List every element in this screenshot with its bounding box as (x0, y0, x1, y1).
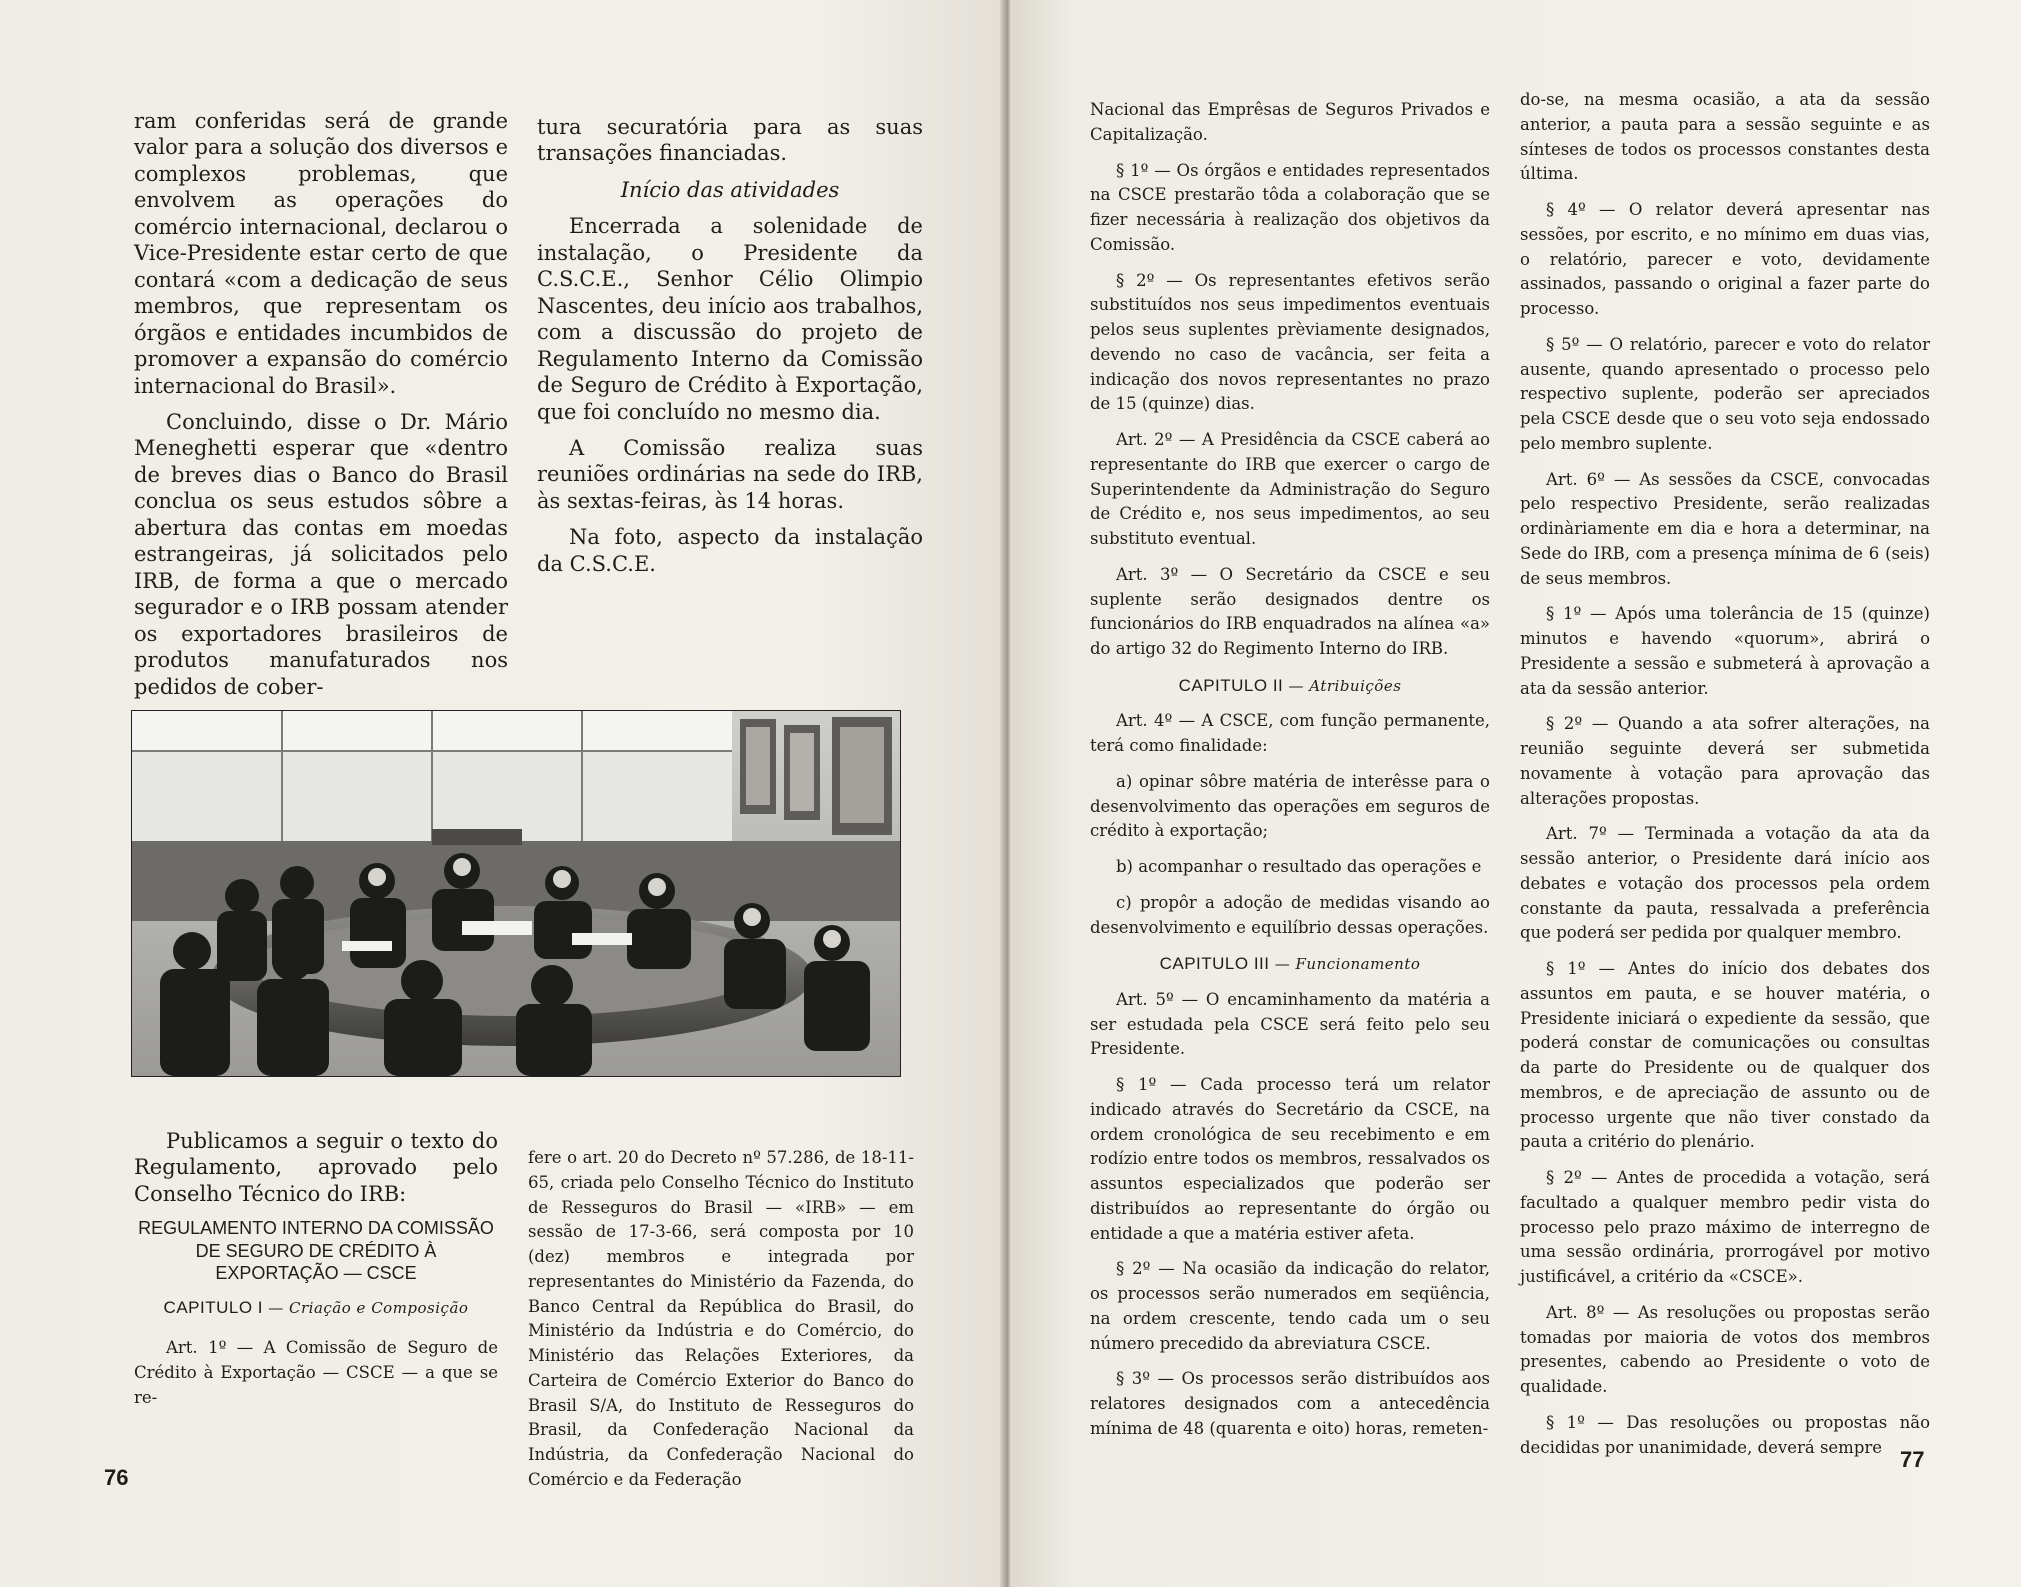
left-col2-bottom (528, 1146, 914, 1504)
paragraph: § 4º — O relator deverá apresentar nas sessões, por escrito, e no mínimo em duas vias, o relatório, parecer e voto, devidamente assinados, passando o original a fazer parte do processo. (1520, 200, 1930, 318)
paragraph: do-se, na mesma ocasião, a ata da sessão anterior, a pauta para a sessão seguinte e as sínteses de todos os processos constantes desta última. (1520, 90, 1930, 184)
chapter-heading (134, 1297, 498, 1318)
paragraph: Art. 3º — O Secretário da CSCE e seu suplente serão designados dentre os funcionários do IRB enquadrados na alínea «a» do artigo 32 do Regimento Interno do IRB. (1090, 564, 1490, 658)
paragraph: § 2º — Antes de procedida a votação, será facultado a qualquer membro pedir vista do processo pelo prazo máximo de interregno de uma sessão ordinária, prorrogável por motivo justificável, a critério da «CSCE». (1520, 1168, 1930, 1286)
paragraph: c) propôr a adoção de medidas visando ao desenvolvimento e equilíbrio dessas operações. (1090, 892, 1490, 937)
paragraph: § 2º — Quando a ata sofrer alterações, na reunião seguinte deverá ser submetida novamente à votação para aprovação das alterações propostas. (1520, 714, 1930, 808)
right-col1 (1090, 98, 1490, 1453)
paragraph: § 1º — Os órgãos e entidades representados na CSCE prestarão tôda a colaboração que se fizer necessária à realização dos objetivos da Comissão. (1090, 160, 1490, 254)
paragraph: fere o art. 20 do Decreto nº 57.286, de 18-11-65, criada pelo Conselho Técnico do Instituto de Resseguros do Brasil — «IRB» — em sessão de 17-3-66, será composta por 10 (dez) membros e integrada por representantes do Ministério da Fazenda, do Banco Central da República do Brasil, do Ministério da Indústria e do Comércio, do Ministério das Relações Exteriores, da Carteira de Comércio Exterior do Banco do Brasil S/A, do Instituto de Resseguros do Brasil, da Confederação Nacional da Indústria, da Confederação Nacional do Comércio e da Federação (528, 1148, 914, 1489)
paragraph: Nacional das Emprêsas de Seguros Privados e Capitalização. (1090, 100, 1490, 144)
left-col2-top (537, 114, 923, 587)
paragraph: Art. 6º — As sessões da CSCE, convocadas pelo respectivo Presidente, serão realizadas ordinàriamente em dia e hora a determinar, na Sede do IRB, com a presença mínima de 6 (seis) de seus membros. (1520, 469, 1930, 588)
regulation-title: REGULAMENTO INTERNO DA COMISSÃO DE SEGURO DE CRÉDITO À EXPORTAÇÃO — CSCE (138, 1218, 494, 1284)
chapter-heading (1090, 951, 1490, 977)
chapter-subtitle: — Atribuições (1288, 676, 1402, 695)
paragraph: ram conferidas será de grande valor para a solução dos diversos e complexos problemas, que envolvem as operações do comércio internacional, declarou o Vice-Presidente estar certo de que contará «com a dedicação de seus membros, que representam os órgãos e entidades incumbidos de promover a expansão do comércio internacional do Brasil». (134, 109, 508, 398)
paragraph: A Comissão realiza suas reuniões ordinárias na sede do IRB, às sextas-feiras, às 14 horas. (537, 435, 923, 513)
right-col2 (1520, 88, 1930, 1471)
left-col1-top (134, 108, 508, 710)
paragraph: Art. 4º — A CSCE, com função permanente, terá como finalidade: (1090, 711, 1490, 755)
right-page (1010, 0, 2021, 1587)
section-heading: Início das atividades (620, 177, 840, 202)
chapter-number: CAPITULO I (163, 1297, 264, 1317)
paragraph: Art. 7º — Terminada a votação da ata da sessão anterior, o Presidente dará início aos debates e votação dos processos pela ordem constante da pauta, ressalvada a preferência que poderá ser pedida por qualquer membro. (1520, 824, 1930, 943)
left-col1-bottom (134, 1128, 498, 1421)
paragraph: Art. 5º — O encaminhamento da matéria a ser estudada pela CSCE será feito pelo seu Presidente. (1090, 989, 1490, 1059)
paragraph: § 1º — Após uma tolerância de 15 (quinze) minutos e havendo «quorum», abrirá o Presidente a sessão e submeterá à aprovação a ata da sessão anterior. (1520, 604, 1930, 698)
paragraph: Na foto, aspecto da instalação da C.S.C.E. (537, 525, 923, 576)
paragraph: § 1º — Antes do início dos debates dos assuntos em pauta, e se houver matéria, o Presidente iniciará o expediente da sessão, que poderá constar de comunicações ou consultas da parte do Presidente ou de qualquer dos membros, e de apreciação de assunto ou de processo urgente que não tiver constado da pauta a critério do plenário. (1520, 959, 1930, 1152)
paragraph: § 2º — Os representantes efetivos serão substituídos nos seus impedimentos eventuais pelos seus suplentes prèviamente designados, devendo no caso de vacância, ser feita a indicação dos novos representantes no prazo de 15 (quinze) dias. (1090, 270, 1490, 414)
paragraph: Encerrada a solenidade de instalação, o Presidente da C.S.C.E., Senhor Célio Olimpio Nascentes, deu início aos trabalhos, com a discussão do projeto de Regulamento Interno da Comissão de Seguro de Crédito à Exportação, que foi concluído no mesmo dia. (537, 214, 923, 424)
left-page (0, 0, 1005, 1587)
paragraph: § 1º — Das resoluções ou propostas não decididas por unanimidade, deverá sempre (1520, 1412, 1930, 1457)
chapter-heading (1090, 673, 1490, 699)
chapter-number: CAPITULO III (1159, 954, 1270, 974)
paragraph: a) opinar sôbre matéria de interêsse para o desenvolvimento das operações em seguros de crédito à exportação; (1090, 771, 1490, 841)
paragraph: Art. 1º — A Comissão de Seguro de Crédito à Exportação — CSCE — a que se re- (134, 1338, 498, 1407)
paragraph: Publicamos a seguir o texto do Regulamento, aprovado pelo Conselho Técnico do IRB: (134, 1129, 498, 1206)
paragraph: Art. 8º — As resoluções ou propostas serão tomadas por maioria de votos dos membros presentes, cabendo ao Presidente o voto de qualidade. (1520, 1302, 1930, 1396)
chapter-subtitle: — Funcionamento (1274, 955, 1421, 974)
paragraph: § 1º — Cada processo terá um relator indicado através do Secretário da CSCE, na ordem cronológica de seu recebimento e em rodízio entre todos os membros, ressalvados os assuntos especializados que poderão ser distribuídos ao representante do órgão ou entidade a que a matéria estiver afeta. (1090, 1075, 1490, 1243)
paragraph: § 5º — O relatório, parecer e voto do relator ausente, quando apresentado o processo pelo respectivo suplente, poderão ser apreciados pela CSCE desde que o seu voto seja endossado pelo membro suplente. (1520, 334, 1930, 453)
page-number: 76 (104, 1465, 129, 1490)
paragraph: tura securatória para as suas transações financiadas. (537, 115, 923, 166)
paragraph: § 3º — Os processos serão distribuídos aos relatores designados com a antecedência mínima de 48 (quarenta e oito) horas, remeten- (1090, 1369, 1490, 1438)
paragraph: b) acompanhar o resultado das operações e (1116, 857, 1482, 876)
meeting-photo (131, 710, 901, 1077)
chapter-number: CAPITULO II (1178, 675, 1284, 695)
page-number: 77 (1900, 1447, 1925, 1472)
paragraph: Concluindo, disse o Dr. Mário Meneghetti esperar que «dentro de breves dias o Banco do Brasil conclua os seus estudos sôbre a abertura das contas em moedas estrangeiras, já solicitados pelo IRB, de forma a que o mercado segurador e o IRB possam atender os exportadores brasileiros de produtos manufaturados nos pedidos de cober- (134, 409, 508, 699)
paragraph: Art. 2º — A Presidência da CSCE caberá ao representante do IRB que exercer o cargo de Superintendente da Administração do Seguro de Crédito e, nos seus impedimentos, ao seu substituto eventual. (1090, 430, 1490, 548)
chapter-subtitle: — Criação e Composição (268, 1298, 469, 1317)
paragraph: § 2º — Na ocasião da indicação do relator, os processos serão numerados em seqüência, na ordem crescente, tendo cada um o seu número precedido da abreviatura CSCE. (1090, 1259, 1490, 1353)
